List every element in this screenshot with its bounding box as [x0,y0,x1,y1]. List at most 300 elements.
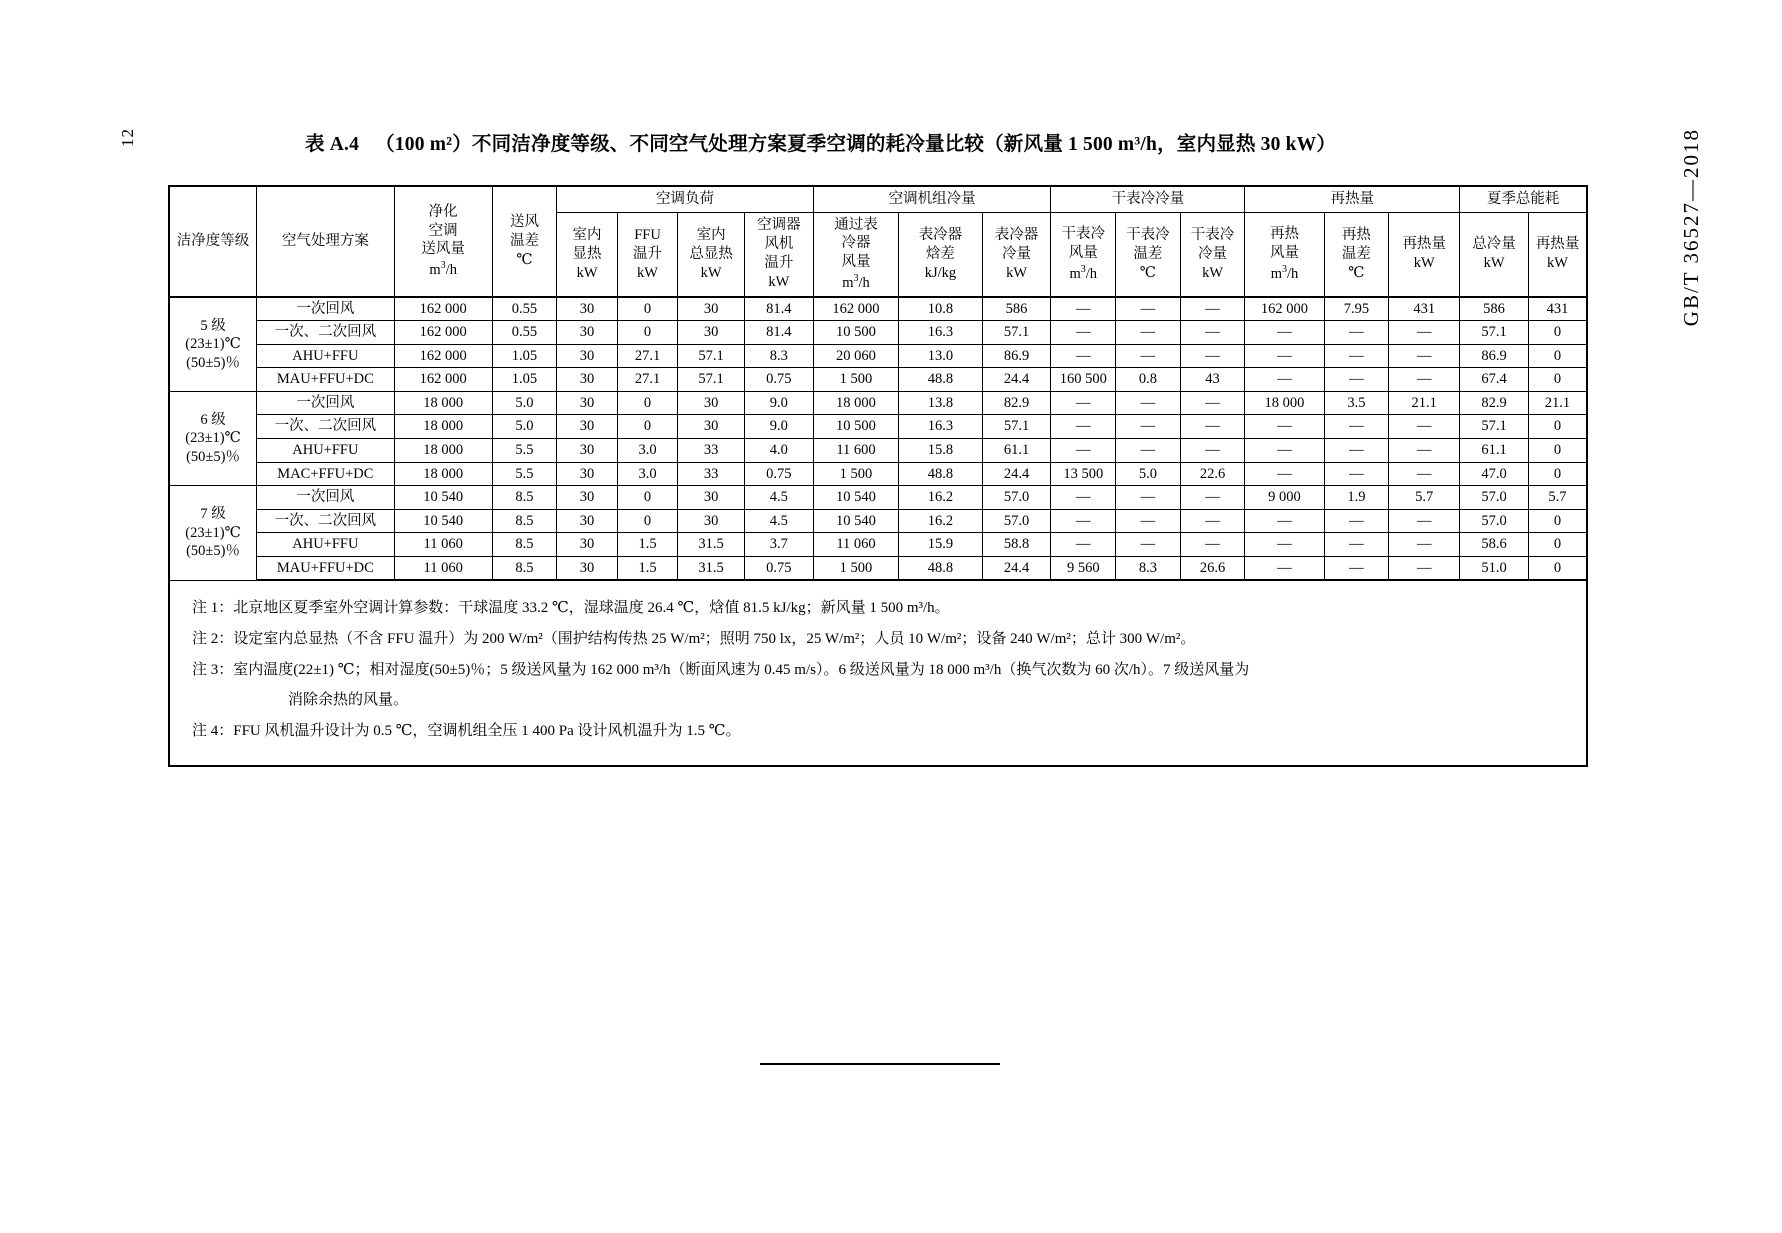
cell-value: 5.7 [1389,486,1460,510]
header-reheat-dt-name: 再热 温差 [1341,226,1371,262]
header-dry-cooling-name: 干表冷 冷量 [1190,226,1235,262]
cell-value: — [1389,368,1460,392]
cell-value: — [1051,415,1116,439]
cell-value: — [1051,439,1116,463]
cell-value: 0 [1528,344,1587,368]
cell-value: — [1051,509,1116,533]
cell-value: 0.75 [744,462,813,486]
cell-value: 0 [617,486,677,510]
cell-value: 15.8 [899,439,982,463]
cell-value: — [1245,415,1324,439]
cell-value: 86.9 [982,344,1051,368]
cell-value: 5.5 [492,439,557,463]
cell-value: 10 540 [394,509,492,533]
cell-value: 48.8 [899,462,982,486]
cell-value: 11 600 [813,439,898,463]
cell-value: 21.1 [1528,391,1587,415]
header-coil-enthalpy-name: 表冷器 焓差 [918,226,963,262]
cell-scheme: 一次、二次回风 [257,415,395,439]
cell-value: — [1051,344,1116,368]
cell-value: 0 [617,391,677,415]
table-title [305,128,1336,156]
cell-value: — [1389,344,1460,368]
table-row [169,462,1587,486]
header-cell-supply-dt [492,186,557,297]
cell-value: 431 [1528,297,1587,321]
comparison-table [168,185,1588,581]
cell-value: 27.1 [617,368,677,392]
cell-value: 0 [1528,439,1587,463]
cell-value: 10 500 [813,321,898,345]
cell-value: 51.0 [1460,556,1529,580]
table-row [169,439,1587,463]
cell-value: 9.0 [744,391,813,415]
cell-value: — [1051,391,1116,415]
cell-value: — [1180,344,1245,368]
cell-value: 57.1 [1460,415,1529,439]
cell-value: — [1116,509,1181,533]
cell-value: — [1324,462,1389,486]
cell-value: — [1180,391,1245,415]
cell-value: — [1116,321,1181,345]
cell-value: 162 000 [1245,297,1324,321]
cell-value: 3.0 [617,462,677,486]
cell-value: — [1389,415,1460,439]
grade-line: 7 级 [200,506,226,523]
cell-value: — [1324,556,1389,580]
cell-value: 30 [557,321,617,345]
header-cell-coil-cooling [982,212,1051,297]
cell-value: — [1324,509,1389,533]
cell-value: — [1180,297,1245,321]
note-line: 注 4：FFU 风机温升设计为 0.5 ℃，空调机组全压 1 400 Pa 设计风机温升为 1.5 ℃。 [192,723,741,739]
header-coil-enthalpy-unit: kJ/kg [924,264,957,281]
note-line: 注 3：室内温度(22±1) ℃；相对湿度(50±5)％；5 级送风量为 162 000 m³/h（断面风速为 0.45 m/s）。6 级送风量为 18 000 m³/h（换气次数为 60 次/h）。7 级送风量为 [192,661,1250,678]
cell-value: 10 500 [813,415,898,439]
header-group-ac-load: 空调负荷 [557,186,813,212]
table-row [169,509,1587,533]
cell-value: — [1116,486,1181,510]
table-row [169,344,1587,368]
cell-value: 30 [678,297,745,321]
grade-line: 5 级 [200,317,226,334]
cell-value: 67.4 [1460,368,1529,392]
cell-value: 30 [678,486,745,510]
header-coil-airflow-name: 通过表 冷器 风量 [834,216,878,271]
cell-value: 4.5 [744,509,813,533]
header-total-cooling-unit: kW [1483,255,1505,272]
header-cell-supply-air [394,186,492,297]
cell-value: 57.1 [1460,321,1529,345]
cell-value: 162 000 [813,297,898,321]
cell-value: 82.9 [982,391,1051,415]
header-dry-airflow-unit: $m^3/h$ [1069,263,1098,282]
cell-value: 0 [617,509,677,533]
cell-value: — [1116,391,1181,415]
cell-value: 0 [1528,321,1587,345]
header-dry-cooling-unit: kW [1202,264,1224,281]
header-cell-dry-cooling [1180,212,1245,297]
cell-value: 30 [557,486,617,510]
header-cell-reheat-dt [1324,212,1389,297]
cell-value: 30 [678,391,745,415]
header-cell-fan-rise [744,212,813,297]
cell-value: 31.5 [678,533,745,557]
table-body [169,297,1587,581]
table-row [169,486,1587,510]
cell-value: — [1180,509,1245,533]
header-fan-rise-name: 空调器 风机 温升 [757,217,801,272]
cell-value: 26.6 [1180,556,1245,580]
cell-scheme: MAC+FFU+DC [257,462,395,486]
header-ffu-rise-unit: kW [637,264,658,281]
cell-value: 586 [1460,297,1529,321]
cell-value: 30 [678,509,745,533]
cell-value: — [1180,321,1245,345]
table-notes [168,579,1588,767]
cell-grade [169,486,257,581]
header-total-reheat-unit: kW [1547,255,1568,272]
cell-value: — [1324,344,1389,368]
cell-value: 0 [1528,533,1587,557]
cell-value: 431 [1389,297,1460,321]
header-cell-coil-enthalpy [899,212,982,297]
cell-scheme: AHU+FFU [257,439,395,463]
header-cell-dry-dt [1116,212,1181,297]
cell-value: — [1051,486,1116,510]
cell-scheme: AHU+FFU [257,533,395,557]
cell-value: — [1051,321,1116,345]
cell-value: 18 000 [394,439,492,463]
cell-value: — [1245,368,1324,392]
header-group-unit-cooling: 空调机组冷量 [813,186,1051,212]
header-cell-grade [169,186,257,297]
header-group-reheat: 再热量 [1245,186,1460,212]
header-indoor-sensible-name: 室内 显热 [572,226,602,262]
cell-value: — [1180,486,1245,510]
table-row [169,368,1587,392]
cell-value: 24.4 [982,462,1051,486]
table-title-label: 表 A.4 [305,134,360,155]
cell-value: 0 [1528,462,1587,486]
table-row [169,297,1587,321]
cell-value: 0.55 [492,321,557,345]
cell-value: 586 [982,297,1051,321]
cell-value: 81.4 [744,321,813,345]
cell-value: 0 [1528,509,1587,533]
note-line: 注 2：设定室内总显热（不含 FFU 温升）为 200 W/m²（围护结构传热 25 W/m²；照明 750 lx，25 W/m²；人员 10 W/m²；设备 240 W/m²；总计 300 W/m²。 [192,630,1196,647]
grade-line: (23±1)℃ [185,336,241,353]
cell-scheme: 一次回风 [257,391,395,415]
cell-value: — [1245,556,1324,580]
header-group-total-energy: 夏季总能耗 [1460,186,1587,212]
header-coil-airflow-unit: $m^3/h$ [842,273,870,291]
table-row [169,391,1587,415]
cell-value: 15.9 [899,533,982,557]
header-total-reheat-name: 再热量 [1535,236,1580,253]
header-group-dry-coil: 干表冷冷量 [1051,186,1245,212]
cell-value: 10 540 [813,486,898,510]
cell-value: — [1389,533,1460,557]
cell-value: 0 [617,321,677,345]
cell-value: 11 060 [394,556,492,580]
header-total-sensible-name: 室内 总显热 [689,226,733,262]
table-row [169,533,1587,557]
header-dry-dt-name: 干表冷 温差 [1126,226,1170,262]
header-grade-text: 洁净度等级 [176,232,250,249]
cell-grade [169,391,257,485]
cell-value: 0 [617,415,677,439]
header-supply-dt-name: 送风 温差 [509,214,539,249]
cell-value: — [1245,321,1324,345]
cell-value: 4.0 [744,439,813,463]
cell-value: 1 500 [813,462,898,486]
cell-value: 57.0 [1460,486,1529,510]
grade-line: (50±5)％ [186,448,240,465]
cell-value: 48.8 [899,556,982,580]
cell-grade [169,297,257,392]
cell-value: 22.6 [1180,462,1245,486]
cell-value: 20 060 [813,344,898,368]
cell-value: 18 000 [394,391,492,415]
cell-value: 10.8 [899,297,982,321]
cell-value: 57.1 [678,368,745,392]
cell-value: — [1324,439,1389,463]
header-ffu-rise-name: FFU 温升 [633,226,662,262]
header-coil-cooling-unit: kW [1006,264,1028,281]
cell-value: — [1389,462,1460,486]
cell-value: 16.3 [899,321,982,345]
cell-value: — [1389,556,1460,580]
header-cell-ffu-rise [617,212,677,297]
note-line: 消除余热的风量。 [288,692,409,709]
cell-value: 43 [1180,368,1245,392]
cell-value: 9.0 [744,415,813,439]
cell-value: 4.5 [744,486,813,510]
cell-value: — [1245,439,1324,463]
cell-value: 3.0 [617,439,677,463]
cell-value: 21.1 [1389,391,1460,415]
cell-value: 7.95 [1324,297,1389,321]
header-supply-air-name: 净化 空调 送风量 [421,203,465,258]
header-reheat-airflow-unit: $m^3/h$ [1270,263,1299,282]
cell-value: 5.5 [492,462,557,486]
cell-value: 61.1 [982,439,1051,463]
cell-value: 58.6 [1460,533,1529,557]
cell-value: 24.4 [982,368,1051,392]
cell-value: 1.5 [617,533,677,557]
cell-value: 13.8 [899,391,982,415]
cell-value: 27.1 [617,344,677,368]
cell-value: 9 560 [1051,556,1116,580]
cell-value: — [1324,368,1389,392]
header-cell-total-reheat [1528,212,1587,297]
cell-value: 1 500 [813,368,898,392]
cell-scheme: MAU+FFU+DC [257,556,395,580]
footer-rule [760,1063,1000,1065]
cell-value: 11 060 [813,533,898,557]
cell-value: 30 [557,391,617,415]
cell-value: — [1051,297,1116,321]
cell-value: 1.05 [492,368,557,392]
cell-value: 82.9 [1460,391,1529,415]
cell-value: 8.5 [492,556,557,580]
cell-value: 162 000 [394,344,492,368]
header-total-cooling-name: 总冷量 [1472,236,1516,253]
header-scheme-text: 空气处理方案 [281,232,369,249]
header-cell-dry-airflow [1051,212,1116,297]
header-dry-dt-unit: ℃ [1139,264,1157,281]
cell-value: — [1116,439,1181,463]
cell-value: 10 540 [394,486,492,510]
cell-value: 18 000 [813,391,898,415]
cell-value: 0 [1528,556,1587,580]
cell-value: 30 [557,509,617,533]
cell-value: 18 000 [394,415,492,439]
cell-value: 33 [678,439,745,463]
header-supply-dt-unit: ℃ [516,251,533,268]
cell-scheme: MAU+FFU+DC [257,368,395,392]
cell-value: 61.1 [1460,439,1529,463]
cell-value: 0.8 [1116,368,1181,392]
cell-value: 5.7 [1528,486,1587,510]
cell-scheme: 一次、二次回风 [257,321,395,345]
cell-value: 30 [557,297,617,321]
cell-value: 9 000 [1245,486,1324,510]
cell-value: 1.9 [1324,486,1389,510]
cell-value: 18 000 [1245,391,1324,415]
cell-value: 16.2 [899,486,982,510]
cell-value: — [1324,321,1389,345]
cell-value: — [1389,439,1460,463]
cell-value: 30 [557,533,617,557]
cell-value: 16.2 [899,509,982,533]
cell-value: 33 [678,462,745,486]
cell-value: 1 500 [813,556,898,580]
note-line: 注 1：北京地区夏季室外空调计算参数：干球温度 33.2 ℃，湿球温度 26.4 ℃，焓值 81.5 kJ/kg；新风量 1 500 m³/h。 [192,600,950,616]
header-cell-reheat-qty [1389,212,1460,297]
grade-line: (50±5)％ [186,354,240,371]
table-row [169,321,1587,345]
grade-line: (23±1)℃ [185,430,241,447]
header-cell-coil-airflow [813,212,898,297]
cell-value: 57.0 [982,509,1051,533]
header-reheat-qty-unit: kW [1413,255,1435,272]
header-cell-total-cooling [1460,212,1529,297]
cell-value: — [1389,321,1460,345]
cell-value: — [1245,533,1324,557]
cell-value: 162 000 [394,321,492,345]
cell-value: — [1324,415,1389,439]
cell-value: 5.0 [492,415,557,439]
cell-value: 18 000 [394,462,492,486]
cell-value: — [1245,509,1324,533]
cell-value: 162 000 [394,297,492,321]
cell-value: — [1180,533,1245,557]
cell-value: 86.9 [1460,344,1529,368]
table-container [168,185,1588,581]
cell-value: 3.7 [744,533,813,557]
cell-value: 30 [557,368,617,392]
cell-scheme: 一次回风 [257,486,395,510]
cell-value: 24.4 [982,556,1051,580]
header-indoor-sensible-unit: kW [576,264,598,281]
cell-value: 81.4 [744,297,813,321]
cell-value: 160 500 [1051,368,1116,392]
table-group-header-row [169,186,1587,212]
cell-scheme: 一次回风 [257,297,395,321]
cell-value: — [1245,462,1324,486]
table-row [169,415,1587,439]
cell-value: 58.8 [982,533,1051,557]
header-cell-reheat-airflow [1245,212,1324,297]
cell-value: 57.1 [678,344,745,368]
header-cell-indoor-sensible [557,212,617,297]
page-number: 12 [118,128,137,147]
cell-value: 5.0 [1116,462,1181,486]
cell-value: — [1116,297,1181,321]
table-row [169,556,1587,580]
grade-line: 6 级 [200,411,226,428]
cell-value: 30 [557,556,617,580]
table-head [169,186,1587,297]
cell-value: 47.0 [1460,462,1529,486]
cell-value: 57.1 [982,321,1051,345]
cell-scheme: AHU+FFU [257,344,395,368]
cell-value: — [1116,533,1181,557]
cell-value: — [1245,344,1324,368]
cell-value: 30 [678,415,745,439]
cell-value: 1.5 [617,556,677,580]
table-title-text: （100 m²）不同洁净度等级、不同空气处理方案夏季空调的耗冷量比较（新风量 1 500 m³/h，室内显热 30 kW） [375,134,1337,155]
cell-value: 13 500 [1051,462,1116,486]
standard-number: GB/T 36527—2018 [1679,128,1703,327]
cell-value: 16.3 [899,415,982,439]
cell-value: 8.5 [492,533,557,557]
cell-value: 0 [617,297,677,321]
cell-value: 30 [557,462,617,486]
cell-value: 0 [1528,368,1587,392]
cell-value: 5.0 [492,391,557,415]
cell-value: 57.0 [1460,509,1529,533]
header-dry-airflow-name: 干表冷 风量 [1061,225,1106,261]
cell-value: 3.5 [1324,391,1389,415]
header-supply-air-unit: $m^3/h$ [429,260,457,279]
header-fan-rise-unit: kW [768,273,790,290]
cell-value: 57.1 [982,415,1051,439]
cell-value: 0.75 [744,368,813,392]
header-coil-cooling-name: 表冷器 冷量 [994,226,1039,262]
cell-value: 30 [557,344,617,368]
cell-value: 0 [1528,415,1587,439]
cell-value: — [1116,344,1181,368]
cell-value: 0.75 [744,556,813,580]
cell-value: — [1389,509,1460,533]
cell-value: 13.0 [899,344,982,368]
header-cell-total-sensible [678,212,745,297]
cell-value: 11 060 [394,533,492,557]
cell-value: 31.5 [678,556,745,580]
cell-value: — [1324,533,1389,557]
cell-value: 10 540 [813,509,898,533]
cell-value: — [1051,533,1116,557]
header-reheat-dt-unit: ℃ [1348,264,1365,281]
cell-value: 48.8 [899,368,982,392]
grade-line: (23±1)℃ [185,524,241,541]
cell-value: 0.55 [492,297,557,321]
cell-value: 57.0 [982,486,1051,510]
cell-value: 30 [557,415,617,439]
